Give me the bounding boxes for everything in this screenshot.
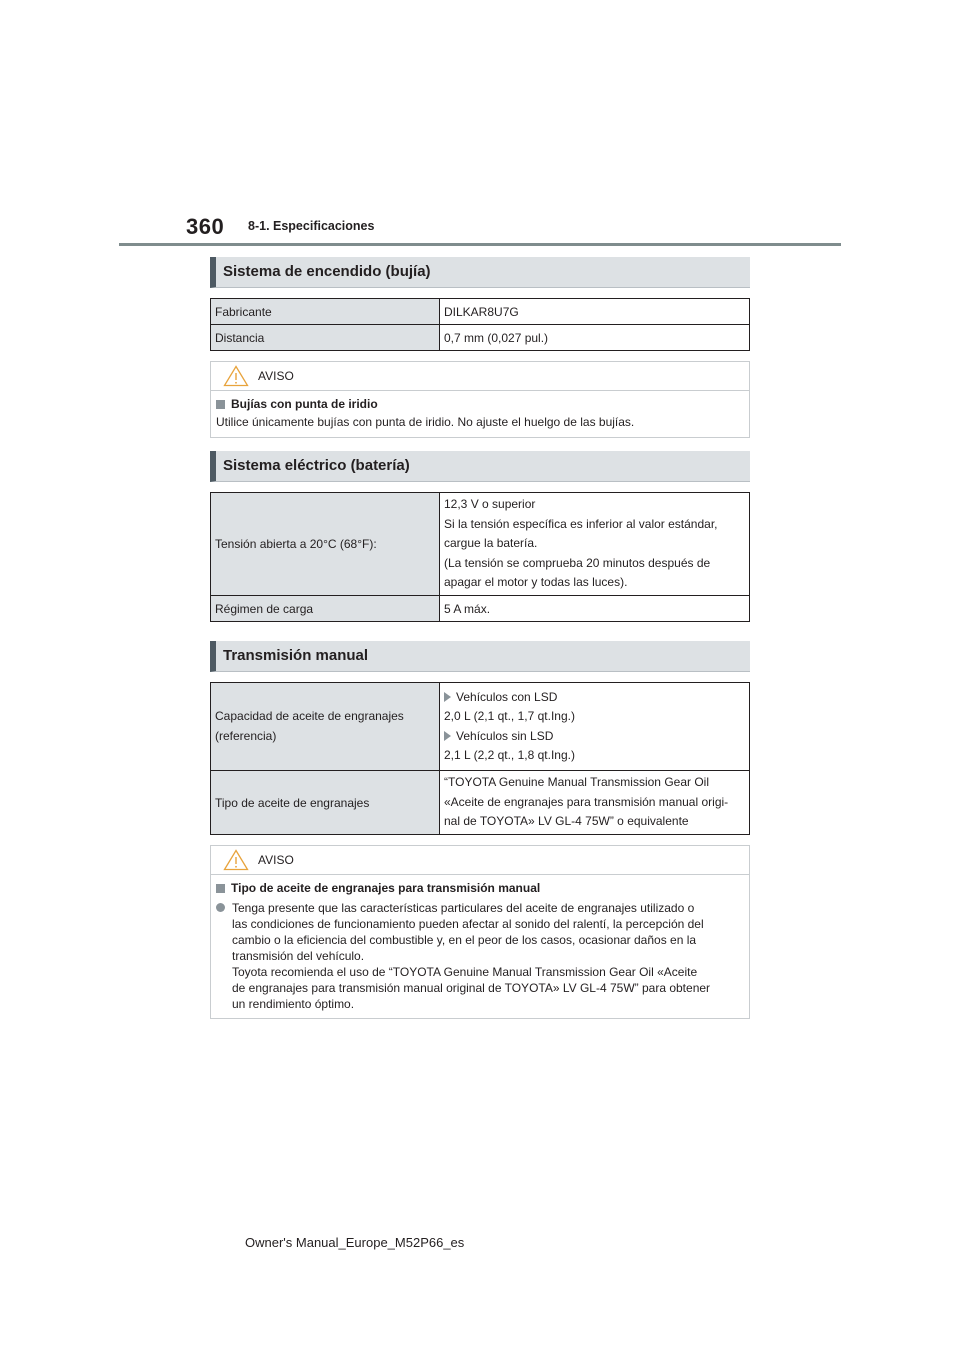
notice-bullet-text [232, 900, 710, 1012]
value-line: 12,3 V o superior [444, 497, 536, 512]
notice-box-gear-oil [210, 845, 750, 1019]
table-value-cell [440, 771, 750, 835]
notice-subheading [216, 395, 744, 413]
table-label-cell: Fabricante [211, 299, 440, 325]
round-bullet-icon [216, 903, 225, 912]
footer-manual-id: Owner's Manual_Europe_M52P66_es [245, 1235, 465, 1250]
value-line: 2,1 L (2,2 qt., 1,8 qt.Ing.) [444, 748, 575, 762]
condition-text: Vehículos sin LSD [456, 728, 554, 743]
notice-subheading-text: Bujías con punta de iridio [231, 397, 378, 411]
chapter-title: 8-1. Especificaciones [248, 219, 375, 233]
section-heading-text: Sistema de encendido (bujía) [223, 263, 431, 280]
notice-header [211, 846, 749, 875]
notice-line: transmisión del vehículo. [232, 949, 365, 963]
header-rule [119, 243, 841, 246]
value-line: 2,0 L (2,1 qt., 1,7 qt.Ing.) [444, 709, 575, 723]
notice-title: AVISO [258, 369, 294, 383]
triangle-bullet-icon [444, 731, 451, 741]
table-value-cell: 5 A máx. [440, 596, 750, 622]
section-heading-ignition [210, 257, 750, 288]
section-heading-text: Sistema eléctrico (batería) [223, 457, 410, 474]
section-heading-text: Transmisión manual [223, 647, 369, 664]
notice-subheading-text: Tipo de aceite de engranajes para transmisión manual [231, 881, 541, 895]
notice-line: de engranajes para transmisión manual original de TOYOTA» LV GL-4 75W” para obtener [232, 981, 711, 995]
value-line: Si la tensión específica es inferior al valor estándar, [444, 516, 718, 531]
notice-box-spark-plugs [210, 361, 750, 438]
warning-triangle-icon [223, 849, 249, 871]
notice-line: Tenga presente que las características particulares del aceite de engranajes utilizado o [232, 901, 695, 915]
value-line: “TOYOTA Genuine Manual Transmission Gear Oil [444, 775, 709, 790]
notice-header [211, 362, 749, 391]
table-row [211, 683, 750, 771]
notice-body [211, 875, 749, 1018]
notice-body [211, 391, 749, 437]
value-line: cargue la batería. [444, 536, 538, 551]
section-heading-transmission [210, 641, 750, 672]
notice-title: AVISO [258, 853, 294, 867]
notice-line: Toyota recomienda el uso de “TOYOTA Genuine Manual Transmission Gear Oil «Aceite [232, 965, 698, 979]
notice-line: cambio o la eficiencia del combustible y, en el peor de los casos, ocasionar daños en la [232, 933, 697, 947]
table-row [211, 596, 750, 622]
triangle-bullet-icon [444, 692, 451, 702]
notice-line: un rendimiento óptimo. [232, 997, 355, 1011]
transmission-spec-table [210, 682, 750, 835]
condition-line [444, 727, 745, 747]
label-line: Capacidad de aceite de engranajes [215, 709, 404, 723]
notice-subheading [216, 879, 744, 897]
table-row [211, 771, 750, 835]
square-bullet-icon [216, 884, 225, 893]
electrical-spec-table [210, 492, 750, 622]
table-value-cell: 0,7 mm (0,027 pul.) [440, 325, 750, 351]
ignition-spec-table [210, 298, 750, 351]
table-label-cell: Tensión abierta a 20°C (68°F): [211, 493, 440, 596]
table-row [211, 299, 750, 325]
table-value-cell [440, 493, 750, 596]
value-line: nal de TOYOTA» LV GL-4 75W” o equivalente [444, 814, 689, 829]
value-line: (La tensión se comprueba 20 minutos después de [444, 555, 711, 570]
condition-line [444, 688, 745, 708]
table-row [211, 325, 750, 351]
table-label-cell [211, 683, 440, 771]
table-value-cell [440, 683, 750, 771]
table-label-cell: Régimen de carga [211, 596, 440, 622]
value-line: apagar el motor y todas las luces). [444, 575, 628, 590]
page-number: 360 [186, 214, 225, 239]
table-value-cell: DILKAR8U7G [440, 299, 750, 325]
warning-triangle-icon [223, 365, 249, 387]
value-line: «Aceite de engranajes para transmisión manual origi- [444, 794, 729, 809]
label-line: (referencia) [215, 728, 277, 743]
notice-line: las condiciones de funcionamiento pueden afectar al sonido del ralentí, la percepción del [232, 917, 704, 931]
table-row [211, 493, 750, 596]
square-bullet-icon [216, 400, 225, 409]
table-label-cell: Tipo de aceite de engranajes [211, 771, 440, 835]
notice-text: Utilice únicamente bujías con punta de iridio. No ajuste el huelgo de las bujías. [216, 415, 635, 429]
condition-text: Vehículos con LSD [456, 689, 558, 704]
notice-bullet [216, 900, 744, 1012]
table-label-cell: Distancia [211, 325, 440, 351]
section-heading-electrical [210, 451, 750, 482]
